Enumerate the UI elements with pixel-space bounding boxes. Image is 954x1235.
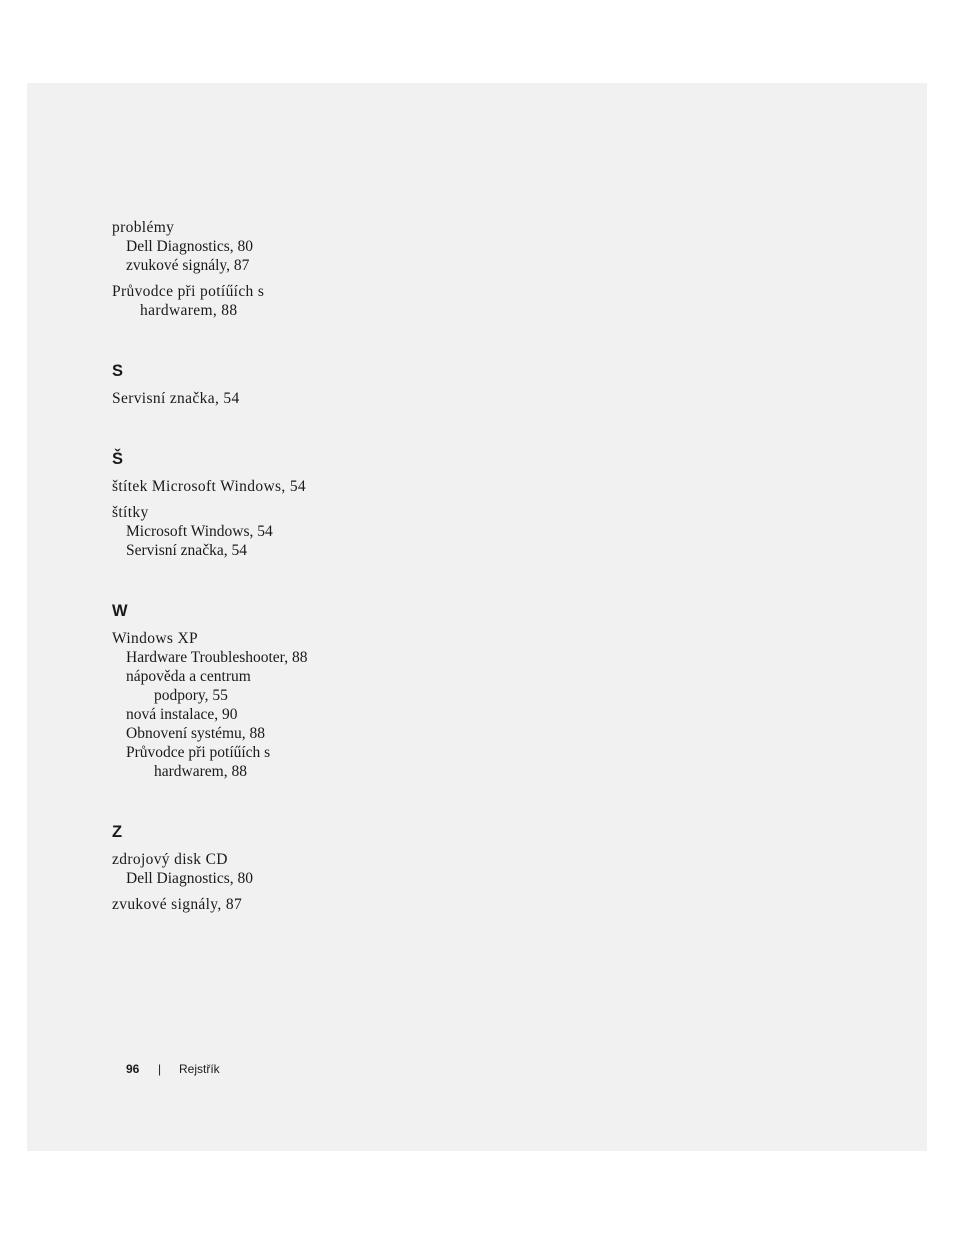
index-subterm: Microsoft Windows, 54 bbox=[126, 523, 273, 540]
index-subterm-continuation: podpory, 55 bbox=[154, 687, 228, 704]
index-entry-problemy bbox=[112, 218, 512, 275]
index-term: zvukové signály, 87 bbox=[112, 896, 243, 913]
index-entry-stitek bbox=[112, 477, 512, 496]
footer-separator: | bbox=[158, 1062, 162, 1076]
page bbox=[27, 83, 927, 1151]
index-subterm: Hardware Troubleshooter, 88 bbox=[126, 649, 308, 666]
index-subterm-text: Průvodce při potíűích s bbox=[126, 744, 271, 761]
index-entry-zvukove bbox=[112, 895, 512, 914]
index-term: zdrojový disk CD bbox=[112, 851, 228, 868]
index-term-continuation: hardwarem, 88 bbox=[140, 302, 238, 319]
index-letter-heading: Z bbox=[112, 823, 123, 841]
index-term: štítky bbox=[112, 504, 149, 521]
index-subterm: Dell Diagnostics, 80 bbox=[126, 238, 253, 255]
index-subterm: Obnovení systému, 88 bbox=[126, 725, 266, 742]
index-term: Průvodce při potíűích s bbox=[112, 283, 265, 300]
page-number: 96 bbox=[126, 1062, 140, 1076]
index-entry-zdrojovy-disk bbox=[112, 850, 512, 888]
index-subterm: zvukové signály, 87 bbox=[126, 257, 250, 274]
index-term: problémy bbox=[112, 219, 175, 236]
index-entry-windows-xp bbox=[112, 629, 512, 781]
index-entry-stitky bbox=[112, 503, 512, 560]
index-subterm: Servisní značka, 54 bbox=[126, 542, 247, 559]
index-subterm-continuation: hardwarem, 88 bbox=[154, 763, 247, 780]
index-letter-heading: S bbox=[112, 362, 124, 380]
index-term: štítek Microsoft Windows, 54 bbox=[112, 478, 307, 495]
index-subterm: nová instalace, 90 bbox=[126, 706, 238, 723]
index-subterm bbox=[112, 667, 512, 705]
footer-section-title: Rejstřík bbox=[179, 1062, 220, 1076]
index-term: Windows XP bbox=[112, 630, 198, 647]
index-letter-heading: Š bbox=[112, 450, 124, 468]
index-subterm bbox=[112, 743, 512, 781]
index-letter-heading: W bbox=[112, 602, 128, 620]
index-entry-servisni bbox=[112, 389, 512, 408]
index-column bbox=[112, 218, 512, 914]
index-subterm-text: nápověda a centrum bbox=[126, 668, 251, 685]
index-entry-pruvodce bbox=[112, 282, 512, 320]
index-subterm: Dell Diagnostics, 80 bbox=[126, 870, 253, 887]
index-term: Servisní značka, 54 bbox=[112, 390, 240, 407]
